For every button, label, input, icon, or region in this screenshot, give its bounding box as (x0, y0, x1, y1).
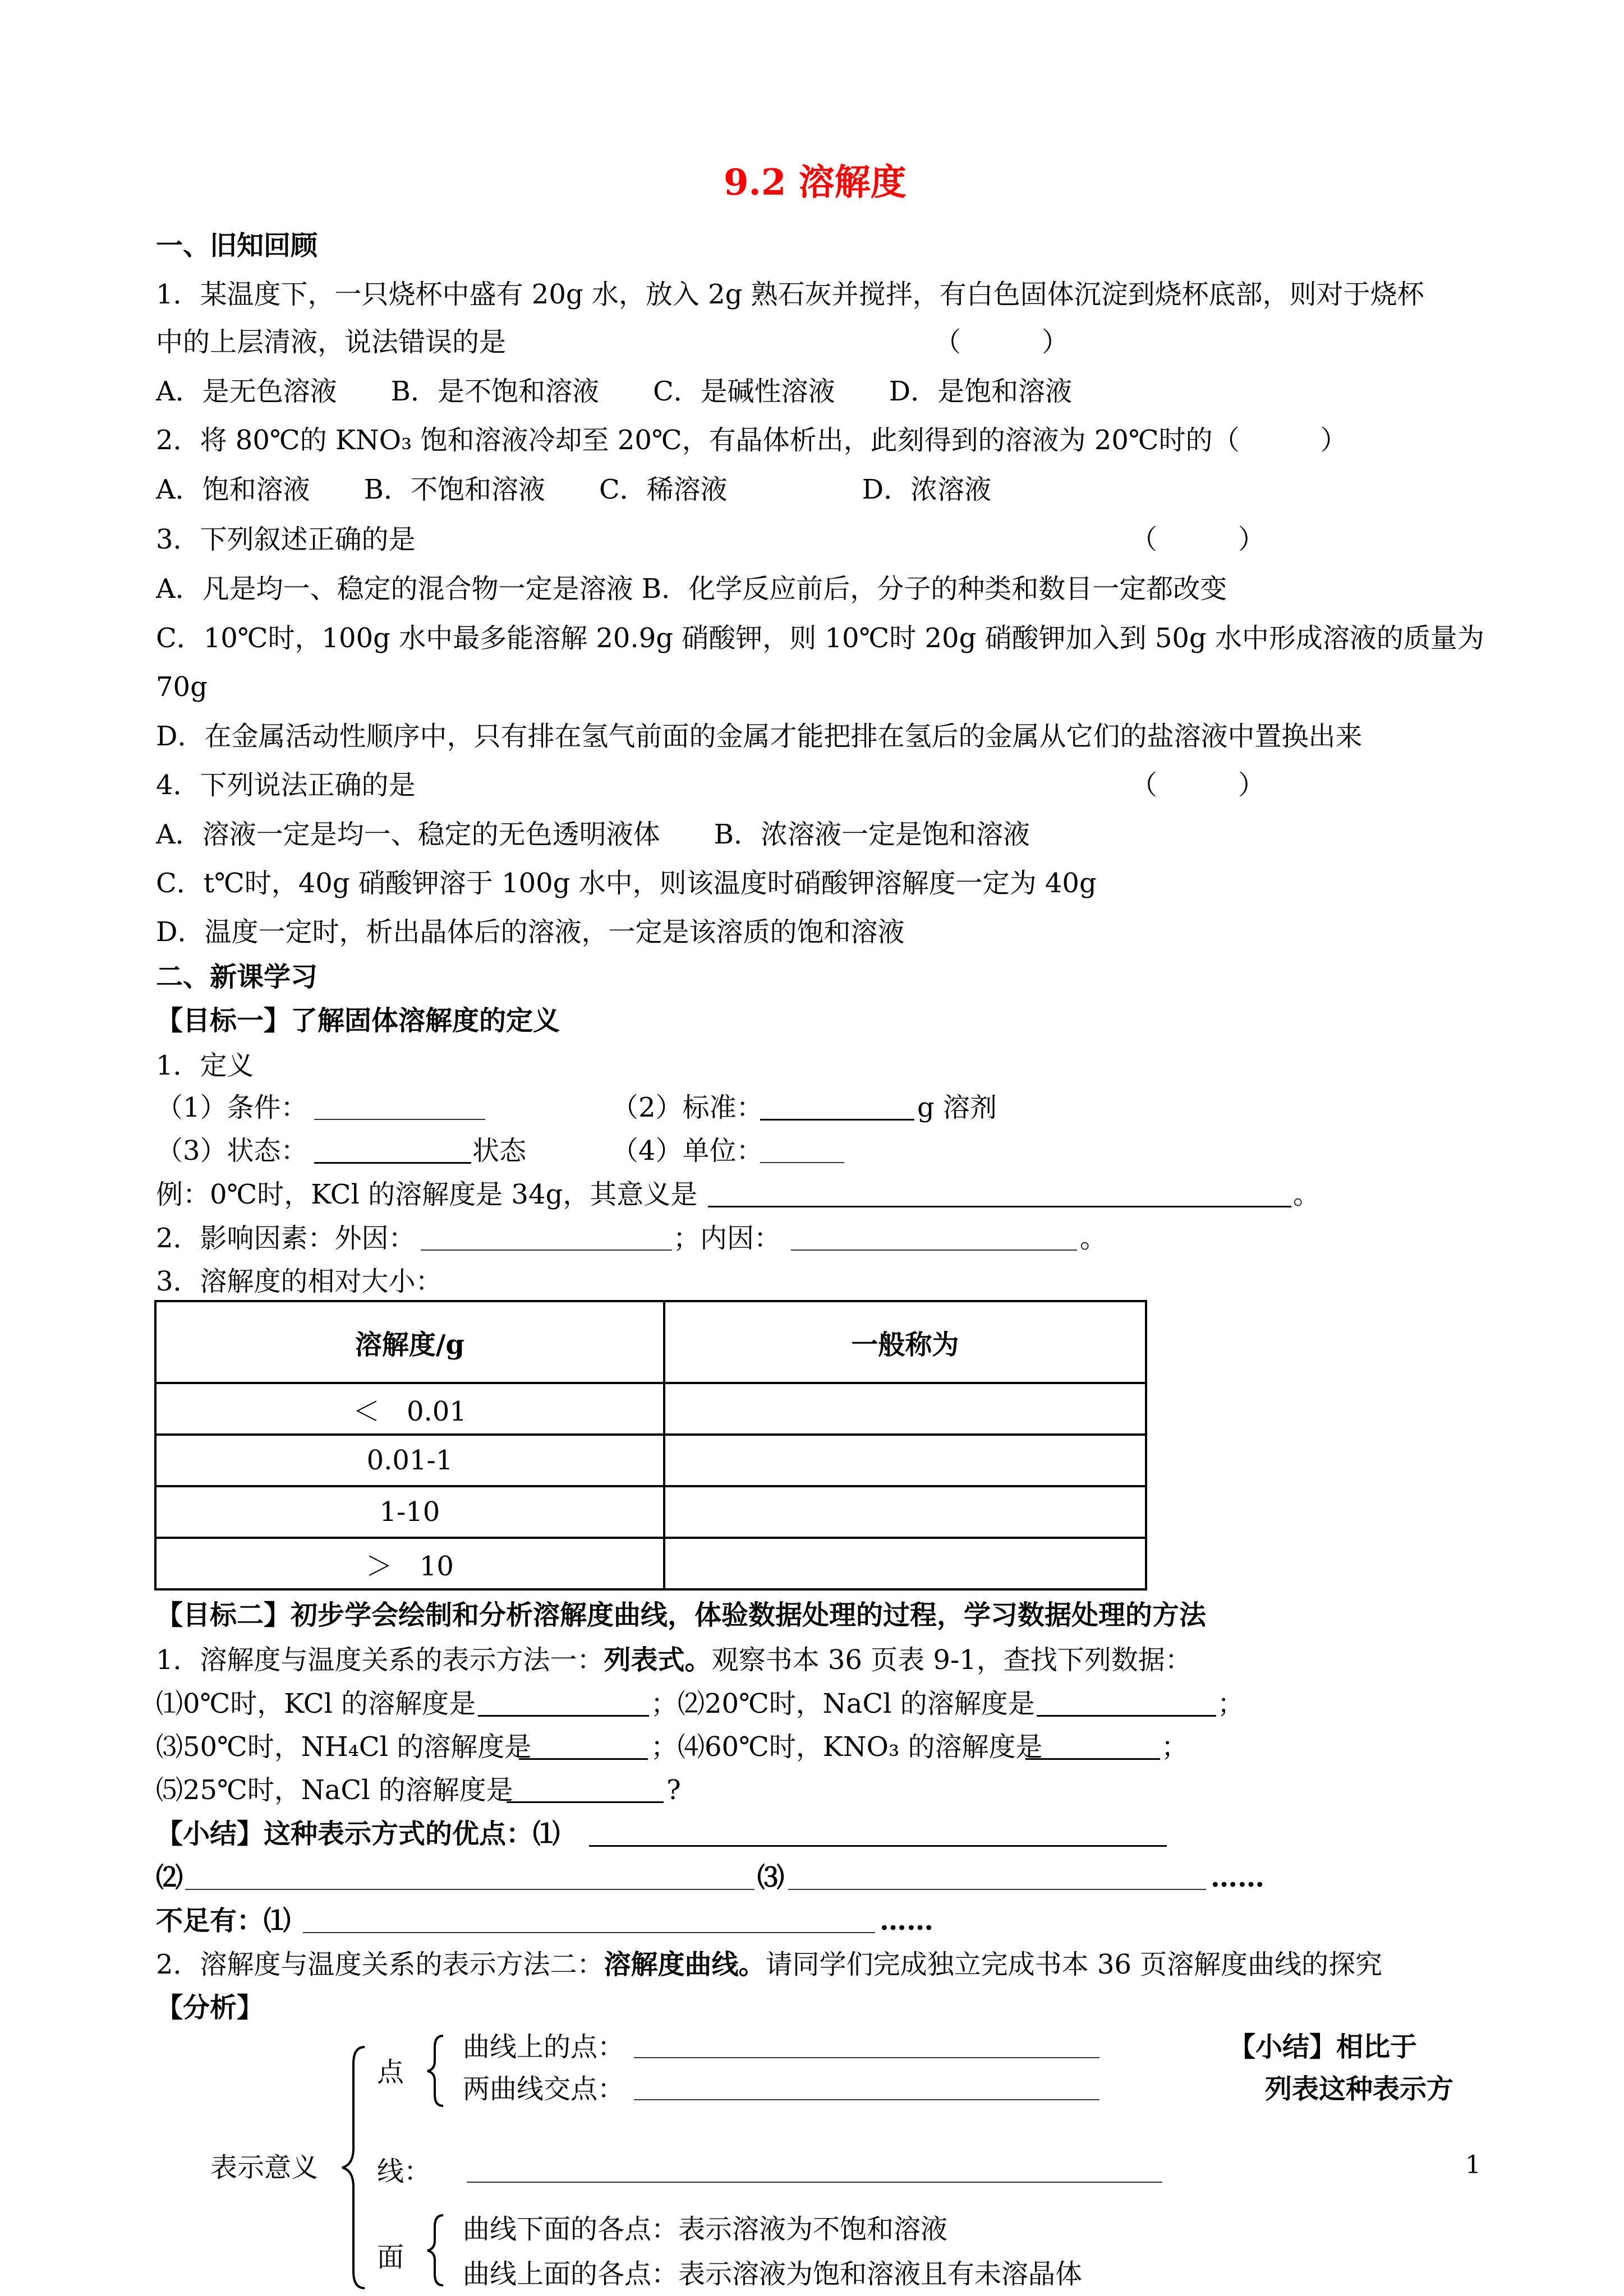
table-row (155, 1383, 1146, 1435)
advantage2-blank[interactable] (185, 1889, 755, 1890)
table-cell-answer[interactable] (664, 1486, 1146, 1538)
table-cell-answer[interactable] (664, 1435, 1146, 1486)
q2-options: A．饱和溶液 B．不饱和溶液 C．稀溶液 D．浓溶液 (156, 474, 992, 505)
advantage3-label: ⑶ (757, 1862, 785, 1893)
table-row (155, 1435, 1146, 1486)
condition-label: （1）条件： (156, 1092, 308, 1123)
side-summary-line1: 【小结】相比于 (1229, 2031, 1418, 2063)
unit-blank[interactable] (760, 1162, 844, 1163)
data-q5: ⑸25℃时，NaCl 的溶解度是 (156, 1774, 513, 1806)
method1-bold: 列表式。 (604, 1644, 712, 1676)
internal-factor-label: ；内因： (673, 1223, 781, 1254)
advantage2-label: ⑵ (156, 1862, 183, 1893)
section-heading-review: 一、旧知回顾 (156, 230, 318, 261)
table-cell-range: ＞ 10 (155, 1538, 664, 1589)
unit-label: （4）单位： (611, 1135, 763, 1167)
cross-point-blank[interactable] (634, 2099, 1099, 2100)
shortcoming-blank[interactable] (303, 1932, 875, 1933)
method2-prefix: 2．溶解度与温度关系的表示方法二： (156, 1949, 604, 1980)
example-text: 例：0℃时，KCl 的溶解度是 34g，其意义是 (156, 1179, 698, 1210)
data-q4-blank[interactable] (1025, 1758, 1160, 1760)
curve-point-label: 曲线上的点： (463, 2031, 625, 2063)
data-q2: ；⑵20℃时，NaCl 的溶解度是 (651, 1688, 1035, 1719)
advantage-ellipsis: …… (1211, 1862, 1264, 1893)
side-summary-line2: 列表这种表示方 (1265, 2073, 1454, 2105)
internal-factor-blank[interactable] (791, 1250, 1077, 1251)
q3-option-c-line1: C．10℃时，100g 水中最多能溶解 20.9g 硝酸钾，则 10℃时 20g 硝酸钾加入到 50g 水中形成溶液的质量为 (156, 623, 1484, 654)
goal2-heading: 【目标二】初步学会绘制和分析溶解度曲线，体验数据处理的过程，学习数据处理的方法 (156, 1599, 1207, 1631)
standard-suffix: g 溶剂 (917, 1092, 997, 1123)
cross-point-label: 两曲线交点： (463, 2073, 625, 2105)
line-label: 线： (377, 2156, 431, 2187)
example-end: 。 (1293, 1179, 1321, 1210)
table-header-solubility: 溶解度/g (155, 1301, 664, 1383)
q1-options: A．是无色溶液 B．是不饱和溶液 C．是碱性溶液 D．是饱和溶液 (156, 376, 1073, 407)
table-row (155, 1486, 1146, 1538)
data-q5-blank[interactable] (507, 1801, 664, 1803)
goal1-heading: 【目标一】了解固体溶解度的定义 (156, 1005, 560, 1036)
curve-point-blank[interactable] (634, 2057, 1099, 2058)
standard-label: （2）标准： (611, 1092, 763, 1123)
q2-line1: 2．将 80℃的 KNO₃ 饱和溶液冷却至 20℃，有晶体析出，此刻得到的溶液为 20℃时的（ ） (156, 425, 1347, 456)
q3-option-c-line2: 70g (156, 671, 208, 703)
data-q4: ；⑷60℃时，KNO₃ 的溶解度是 (651, 1731, 1043, 1763)
q4-option-c: C．t℃时，40g 硝酸钾溶于 100g 水中，则该温度时硝酸钾溶解度一定为 40g (156, 868, 1097, 899)
q1-answer-paren: （ ） (934, 326, 1069, 358)
q3-option-d: D．在金属活动性顺序中，只有排在氢气前面的金属才能把排在氢后的金属从它们的盐溶液中置换出来 (156, 721, 1363, 752)
page-title: 9.2 溶解度 (724, 162, 907, 204)
q4-answer-paren: （ ） (1130, 769, 1266, 801)
area-label: 面 (377, 2242, 404, 2273)
state-blank[interactable] (314, 1162, 471, 1164)
shortcoming-ellipsis: …… (880, 1905, 933, 1937)
summary1-advantages: 【小结】这种表示方式的优点：⑴ (156, 1818, 560, 1850)
advantage3-blank[interactable] (788, 1889, 1206, 1890)
data-q3: ⑶50℃时，NH₄Cl 的溶解度是 (156, 1731, 532, 1763)
shortcoming-label: 不足有：⑴ (156, 1905, 291, 1937)
outer-brace-icon (342, 2047, 365, 2288)
method1-prefix: 1．溶解度与温度关系的表示方法一： (156, 1644, 604, 1676)
table-header-name: 一般称为 (664, 1301, 1146, 1383)
table-cell-range: ＜ 0.01 (155, 1383, 664, 1435)
data-q4-end: ； (1161, 1731, 1189, 1763)
table-cell-answer[interactable] (664, 1538, 1146, 1589)
method1-line (156, 1643, 1192, 1677)
definition-heading: 1．定义 (156, 1050, 254, 1081)
relative-size-label: 3．溶解度的相对大小： (156, 1266, 443, 1297)
standard-blank[interactable] (760, 1119, 914, 1121)
condition-blank[interactable] (314, 1119, 485, 1120)
method2-line (156, 1948, 1382, 1981)
external-factor-blank[interactable] (421, 1250, 672, 1251)
factors-end: 。 (1080, 1223, 1107, 1254)
q1-line1: 1．某温度下，一只烧杯中盛有 20g 水，放入 2g 熟石灰并搅拌，有白色固体沉淀到烧杯底部，则对于烧杯 (156, 279, 1424, 310)
q3-option-a-b: A．凡是均一、稳定的混合物一定是溶液 B．化学反应前后，分子的种类和数目一定都改变 (156, 573, 1227, 605)
table-cell-range: 0.01-1 (155, 1435, 664, 1486)
point-label: 点 (377, 2057, 404, 2088)
q3-line1: 3．下列叙述正确的是 (156, 524, 416, 555)
data-q1: ⑴0℃时，KCl 的溶解度是 (156, 1688, 476, 1719)
q1-line2: 中的上层清液，说法错误的是 (156, 326, 507, 358)
state-label: （3）状态： (156, 1135, 308, 1167)
section-heading-new: 二、新课学习 (156, 961, 318, 993)
factors-label: 2．影响因素：外因： (156, 1223, 416, 1254)
table-row (155, 1538, 1146, 1589)
point-brace-icon (427, 2036, 443, 2106)
data-q3-blank[interactable] (519, 1758, 648, 1760)
above-curve-text: 曲线上面的各点：表示溶液为饱和溶液且有未溶晶体 (463, 2258, 1083, 2290)
q4-line1: 4．下列说法正确的是 (156, 769, 416, 801)
table-cell-answer[interactable] (664, 1383, 1146, 1435)
solubility-table (154, 1300, 1147, 1590)
page-number: 1 (1465, 2151, 1481, 2179)
area-brace-icon (427, 2215, 443, 2285)
data-q2-blank[interactable] (1037, 1715, 1216, 1717)
analysis-heading: 【分析】 (156, 1992, 264, 2023)
below-curve-text: 曲线下面的各点：表示溶液为不饱和溶液 (463, 2214, 948, 2245)
advantage1-blank[interactable] (589, 1845, 1167, 1847)
data-q2-end: ； (1217, 1688, 1245, 1719)
state-suffix: 状态 (472, 1135, 527, 1167)
q3-answer-paren: （ ） (1130, 524, 1266, 555)
data-q1-blank[interactable] (478, 1715, 649, 1717)
method2-suffix: 请同学们完成独立完成书本 36 页溶解度曲线的探究 (765, 1949, 1383, 1980)
method1-suffix: 观察书本 36 页表 9-1，查找下列数据： (711, 1644, 1192, 1676)
q4-option-a-b: A．溶液一定是均一、稳定的无色透明液体 B．浓溶液一定是饱和溶液 (156, 819, 1030, 850)
example-blank[interactable] (708, 1206, 1291, 1207)
q4-option-d: D．温度一定时，析出晶体后的溶液，一定是该溶质的饱和溶液 (156, 916, 905, 948)
method2-bold: 溶解度曲线。 (604, 1949, 766, 1980)
line-blank[interactable] (467, 2182, 1162, 2183)
data-q5-end: ? (666, 1774, 681, 1806)
meaning-label: 表示意义 (210, 2152, 319, 2183)
table-cell-range: 1-10 (155, 1486, 664, 1538)
